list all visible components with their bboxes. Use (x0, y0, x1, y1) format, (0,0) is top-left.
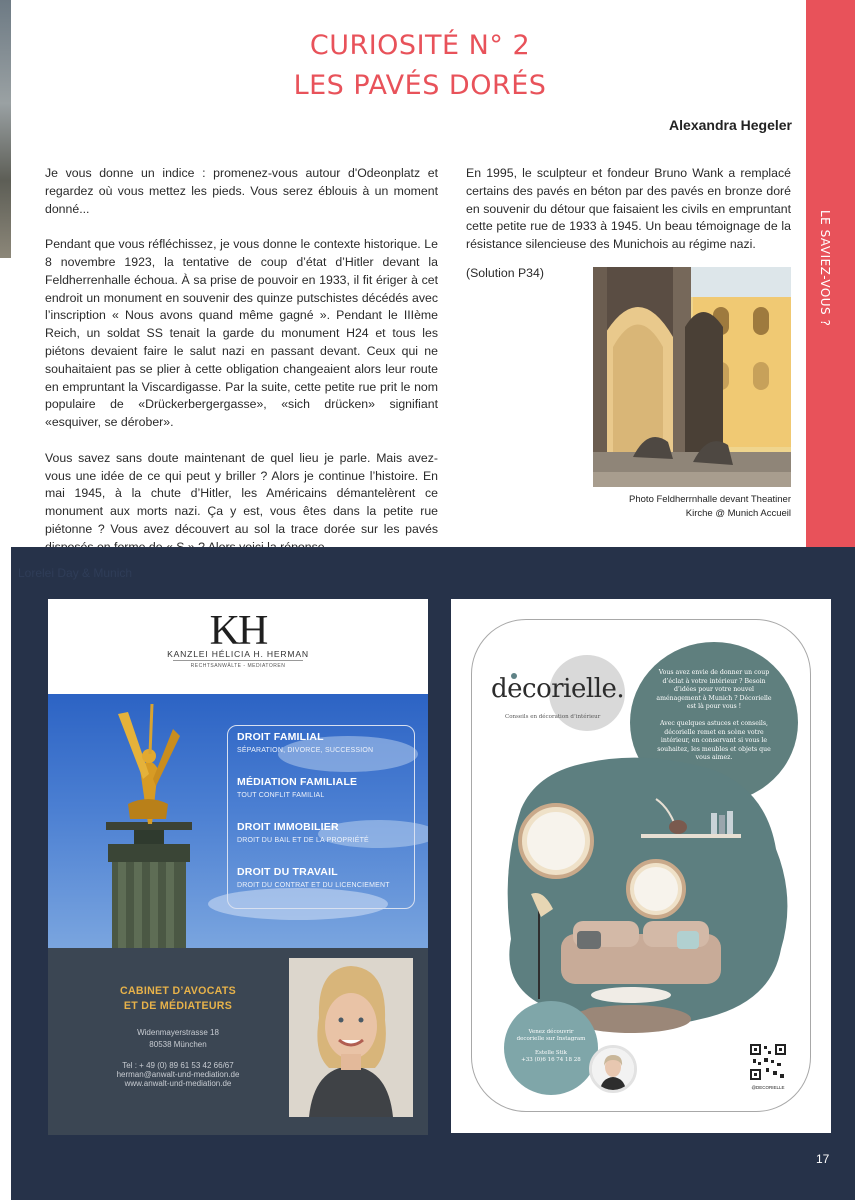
decorielle-tagline: Conseils en décoration d’intérieur (505, 714, 601, 720)
article-title-line1: CURIOSITÉ N° 2 (309, 30, 531, 61)
kh-contact-info (78, 1061, 278, 1088)
article-right-column (466, 165, 791, 254)
photo-caption (560, 493, 791, 521)
article-paragraph: Vous savez sans doute maintenant de quel lieu je parle. Mais avez-vous une idée de ce qui peut y briller ? Alors je continue l’histoire. En mai 1945, à la chute d’Hitler, les Américains démantelèrent ce monument aux morts nazi. Ça y est, vous êtes dans la petite rue piétonne ? Vous avez découvert au sol la trace dorée sur les pavés (45, 450, 438, 536)
decorielle-contact-phone: +33 (0)6 16 74 18 28 (521, 1057, 581, 1064)
kh-website: www.anwalt-und-mediation.de (124, 1079, 232, 1088)
kh-city: 80538 München (149, 1040, 207, 1049)
article-paragraph: Pendant que vous réfléchissez, je vous donne le contexte historique. Le 8 novembre 1923, la tentative de coup d’état d’Hitler devant la Feldherrenhalle échoua. À sa prise de pouvoir en 1933, il fit ériger à cet endroit un monument en souvenir des quinze putschistes décédés avec l’inscription « Nous avons quand même gagné ». Pendant le IIIème Reich, un soldat SS tenait la garde du monument H24 et tous les piétons devaient faire le salut nazi en passant devant. Ceux qui ne souhaitaient pas se plier à cette obligation changeaient alors leur route en empruntant la Viscardigasse. Par la suite, cette petite rue prit le nom populaire de «Drückerbergergasse», «sich drücken» signifiant «esquiver, se dérober». (45, 237, 438, 430)
photo-caption-line2: Kirche @ Munich Accueil (685, 508, 791, 519)
kh-service-detail: DROIT DU BAIL ET DE LA PROPRIÉTÉ (237, 837, 369, 844)
article-title-line2: LES PAVÉS DORÉS (293, 70, 547, 101)
kh-service-item (237, 731, 373, 754)
lawyer-portrait-photo (289, 958, 413, 1117)
kh-service-detail: SÉPARATION, DIVORCE, SUCCESSION (237, 747, 374, 754)
page-number: 17 (816, 1152, 830, 1166)
section-side-tab-label: LE SAVIEZ-VOUS ? (818, 210, 832, 327)
living-room-illustration (481, 749, 801, 1049)
decorielle-logo: decorielle. (491, 674, 625, 704)
kh-service-heading: DROIT IMMOBILIER (237, 821, 339, 833)
kh-service-item (237, 821, 369, 844)
kh-divider (173, 660, 303, 661)
photo-caption-line1: Photo Feldherrnhalle devant Theatiner (629, 494, 791, 505)
article-paragraph: En 1995, le sculpteur et fondeur Bruno Wank a remplacé certains des pavés en béton par des pavés en bronze doré en souvenir du détour que faisaient les civils en empruntant cette petite rue de 1933 à 1945. Un beau témoignage de la résistance silencieuse des Munichois au régime nazi. (466, 166, 791, 252)
kh-email: herman@anwalt-und-mediation.de (116, 1070, 240, 1079)
kh-logo: KH (209, 608, 267, 654)
ads-faint-label: Lorelei Day & Munich (18, 566, 133, 580)
decorielle-info-paragraph: Vous avez envie de donner un coup d’éclat à votre intérieur ? Besoin d’idées pour votre nouvel aménagement à Munich ? Décorielle est là pour vous ! (656, 669, 772, 711)
decorielle-ad (451, 599, 831, 1133)
article-author: Alexandra Hegeler (669, 117, 792, 133)
left-edge-photo (0, 0, 11, 258)
kh-service-heading: DROIT FAMILIAL (237, 731, 324, 743)
decorielle-contact-name: Estelle Stik (535, 1049, 567, 1056)
decorielle-qr-label: @DECORIELLE (751, 1085, 785, 1090)
feldherrnhalle-photo (593, 267, 791, 487)
kh-cabinet-title (78, 984, 278, 1014)
kh-service-heading: MÉDIATION FAMILIALE (237, 776, 358, 788)
kh-firm-name: KANZLEI HÉLICIA H. HERMAN (167, 649, 309, 659)
solution-reference: (Solution P34) (466, 266, 544, 280)
kh-service-heading: DROIT DU TRAVAIL (237, 866, 338, 878)
kh-cabinet-line2: ET DE MÉDIATEURS (123, 1000, 233, 1012)
kh-subtitle: RECHTSANWÄLTE - MEDIATOREN (190, 663, 286, 669)
decorielle-instagram-line2: decorielle sur Instagram (516, 1036, 586, 1043)
decorielle-instagram-line1: Venez découvrir (528, 1029, 574, 1035)
decorielle-info-paragraph: Avec quelques astuces et conseils, décorielle remet en scène votre intérieur, en conservant si vous le souhaitez, les meubles et objets que vous aimez. (657, 719, 771, 762)
decorielle-owner-avatar (589, 1045, 637, 1093)
article-paragraph: Je vous donne un indice : promenez-vous autour d'Odeonplatz et regardez où vous mettez les pieds. Vous serez éblouis à un moment donné... (45, 166, 438, 216)
article-left-column (45, 165, 438, 574)
kh-service-detail: TOUT CONFLIT FAMILIAL (237, 792, 325, 799)
kh-address (78, 1027, 278, 1051)
kh-cabinet-line1: CABINET D’AVOCATS (120, 985, 236, 997)
decorielle-qr-code (749, 1043, 787, 1081)
kh-phone: Tel : + 49 (0) 89 61 53 42 66/67 (122, 1061, 234, 1070)
kh-service-item (237, 866, 390, 889)
kh-service-detail: DROIT DU CONTRAT ET DU LICENCIEMENT (237, 882, 390, 889)
kh-service-item (237, 776, 357, 799)
kh-law-firm-ad (48, 599, 428, 1135)
kh-street: Widenmayerstrasse 18 (137, 1028, 219, 1037)
decorielle-instagram-text (507, 1029, 595, 1065)
